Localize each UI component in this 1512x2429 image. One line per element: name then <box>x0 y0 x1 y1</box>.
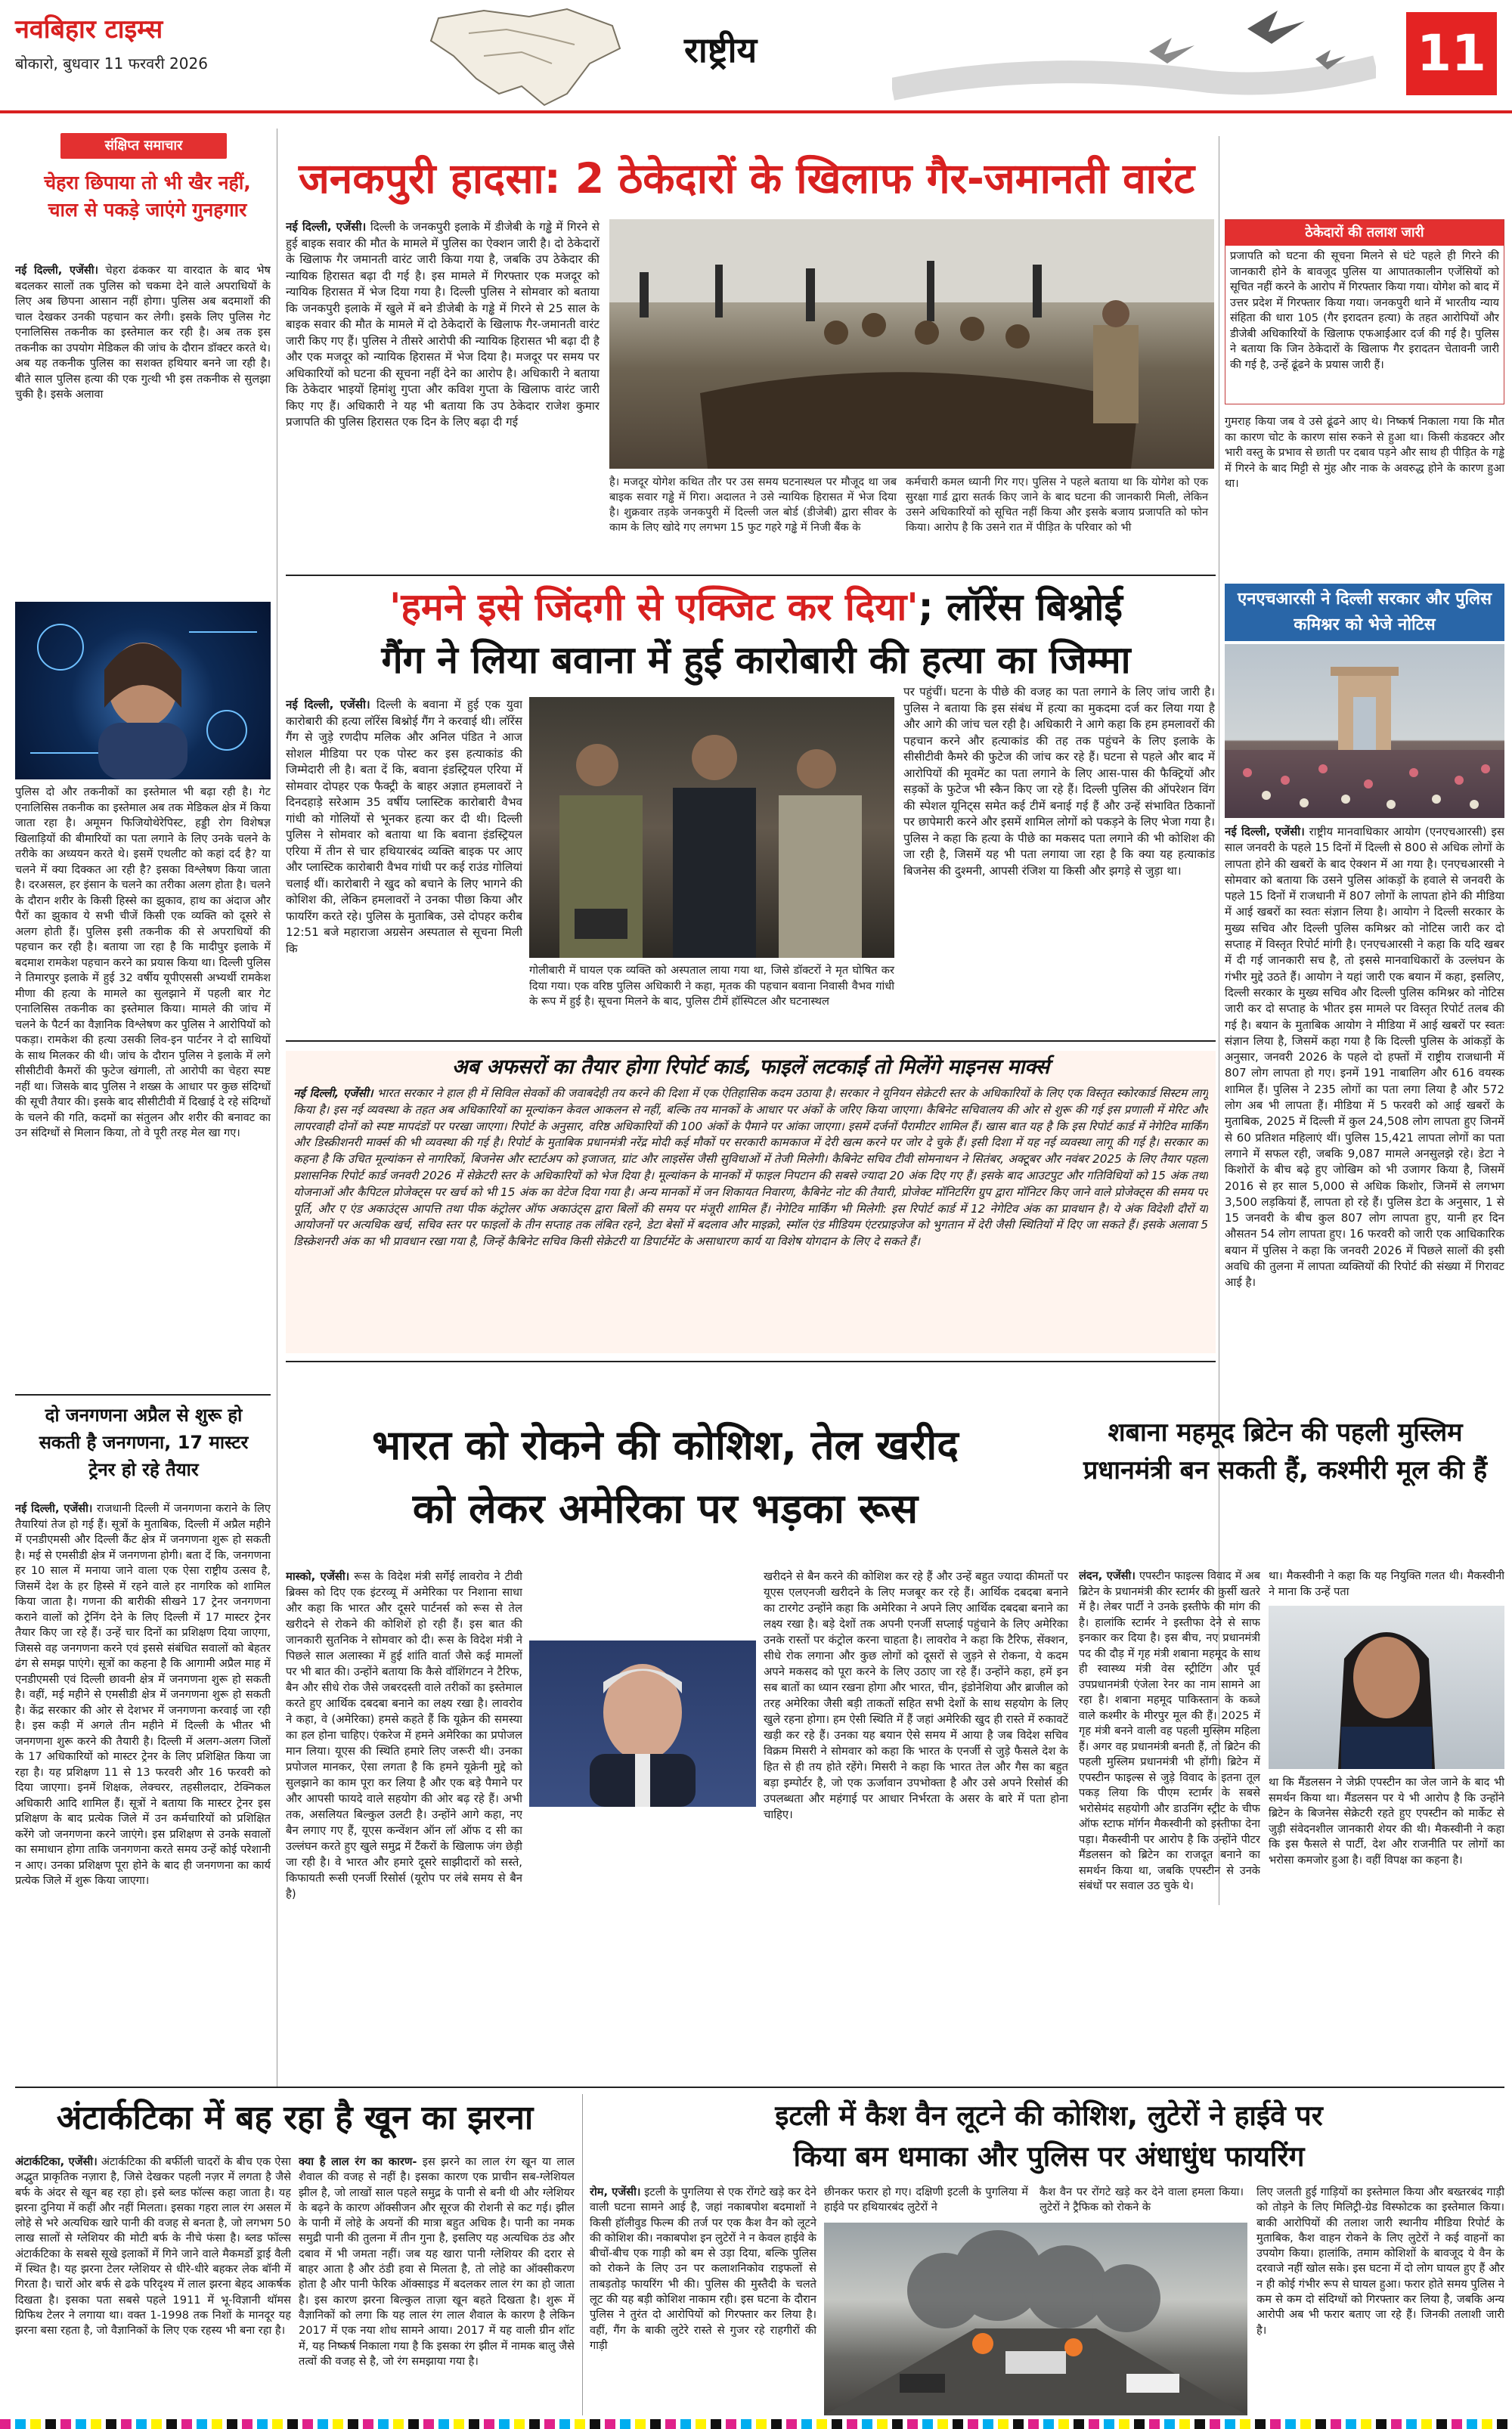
burning-vehicles-icon <box>824 2223 1247 2415</box>
antarctica-col2-title: क्या है लाल रंग का कारण- <box>299 2155 417 2168</box>
italy-headline-line2: किया बम धमाका और पुलिस पर अंधाधुंध फायरिंग <box>793 2140 1305 2173</box>
section-title: राष्ट्रीय <box>684 29 758 70</box>
highway-smoke-photo <box>824 2223 1247 2415</box>
russia-col2: खरीदने से बैन करने की कोशिश कर रहे हैं और उन्हें बहुत ज्यादा कीमतों पर यूएस एलएनजी खरीदने के लिए मजबूर कर रहे हैं। आर्थिक दबदबा बनाने का टारगेट उन्होंने कहा कि अमेरिका ने अपने लिए आर्थिक दबदबा बनाने का लक्ष्य रखा है। बड़े देशों तक अपनी एनर्जी सप्लाई पहुंचाने के लिए अमेरिका उनके रास्तों पर कंट्रोल करना चाहता है। लावरोव ने कहा कि टैरिफ, सेंक्शन, सीधे रोक लगाना और कुछ लोगों को दूसरों से जुड़ने से रोकना, ये कदम अपने मकसद को पूरा करने के लिए उठाए जा रहे हैं। उन्होंने कहा, हमें इन सब बातों का ध्यान रखना होगा और भारत, चीन, इंडोनेशिया और ब्राजील को तरह अमेरिका जैसी बड़ी ताकतों सहित सभी देशों के साथ सहयोग के लिए खुले रहना होगा। हम ऐसी स्थिति में हैं जहां अमेरिकी खुद ही रास्ते में रुकावटें खड़ी कर रहे हैं। उनका यह बयान ऐसे समय में आया है जब विदेश सचिव विक्रम मिसरी ने सोमवार को कहा कि भारत के एनर्जी से जुड़े फैसले देश के हित से ही तय होते रहेंगे। मिसरी ने कहा कि भारत तेल और गैस का बहुत बड़ा इम्पोर्टर है, जो एक ऊर्जावान उपभोक्ता है और उसे अपने रिसोर्स की उपलब्धता और महंगाई पर आधार निर्भरता के असर के बारे में पता होना चाहिए। <box>764 1570 1068 1821</box>
shabana-photo <box>1269 1606 1504 1769</box>
antarctica-col2 <box>299 2155 575 2415</box>
india-map-graphic <box>393 3 650 109</box>
contractor-search-tag: ठेकेदारों की तलाश जारी <box>1225 220 1504 246</box>
report-card-box <box>286 1051 1216 1353</box>
lavrov-photo <box>529 1641 756 1807</box>
sidebar-story2-dateline: नई दिल्ली, एजेंसी। <box>15 1502 93 1515</box>
italy-col4: लिए जलती हुई गाड़ियों का इस्तेमाल किया और बख्तरबंद गाड़ी को तोड़ने के लिए मिलिट्री-ग्रेड विस्फोटक का इस्तेमाल किया। बाकी आरोपियों की तलाश जारी स्थानीय मीडिया रिपोर्ट के मुताबिक, कैश वाहन रोकने के लिए लुटेरों ने कई वाहनों का उपयोग किया। हालांकि, तमाम कोशिशों के बावजूद ये वैन के दरवाजे नहीं खोल सके। इस घटना में दो लोग घायल हुए हैं और न ही कोई गंभीर रूप से घायल हुआ। फरार होते समय पुलिस ने कम से कम दो संदिग्धों को गिरफ्तार कर लिया है, जबकि अन्य आरोपी अब भी फरार बताए जा रहे हैं। जिनकी तलाशी जारी है। <box>1256 2186 1504 2337</box>
italy-dateline: रोम, एजेंसी। <box>590 2186 641 2198</box>
report-card-bottom-rule <box>286 1361 1216 1362</box>
bishnoi-photo-caption: गोलीबारी में घायल एक व्यक्ति को अस्पताल लाया गया था, जिसे डॉक्टरों ने मृत घोषित कर दिया गया। एक वरिष्ठ पुलिस अधिकारी ने कहा, मृतक की पहचान बवाना निवासी वैभव गांधी के रूप में हुई है। सूचना मिलने के बाद, पुलिस टीमें हॉस्पिटल और घटनास्थल <box>529 964 894 1008</box>
bishnoi-headline <box>302 581 1210 686</box>
shabana-col1-text: एपस्टीन फाइल्स विवाद में अब ब्रिटेन के प्रधानमंत्री कीर स्टार्मर की कुर्सी खतरे में है। लेबर पार्टी ने उनके इस्तीफे की मांग की है। हालांकि स्टार्मर ने इस्तीफा देने से साफ इनकार कर दिया है। इस बीच, नए प्रधानमंत्री पद की दौड़ में गृह मंत्री शबाना महमूद के साथ ही स्वास्थ्य मंत्री वेस स्ट्रीटिंग और पूर्व उपप्रधानमंत्री एंजेला रेनर का नाम सामने आ रहा है। शबाना महमूद पाकिस्तान के कब्जे वाले कश्मीर के मीरपुर मूल की हैं। 2025 में गृह मंत्री बनने वाली वह पहली मुस्लिम महिला हैं। अगर वह प्रधानमंत्री बनती हैं, तो ब्रिटेन की पहली मुस्लिम प्रधानमंत्री भी होंगी। ब्रिटेन में एपस्टीन फाइल्स से जुड़े विवाद के इतना तूल पकड़ लिया कि पीएम स्टार्मर के सबसे भरोसेमंद सहयोगी और डाउनिंग स्ट्रीट के चीफ ऑफ स्टाफ मॉर्गन मैकस्वीनी को इस्तीफा देना पड़ा। मैकस्वीनी पर आरोप है कि उन्होंने पीटर मैंडलसन को ब्रिटेन का राजदूत बनाने का समर्थन किया था, जबकि एपस्टीन से उनके संबंधों पर सवाल उठ चुके थे। <box>1079 1569 1260 1892</box>
shabana-col2-top: था। मैकस्वीनी ने कहा कि यह नियुक्ति गलत थी। मैकस्वीनी ने माना कि उन्हें पता <box>1269 1569 1504 1598</box>
crowd-at-pit-icon <box>609 219 1214 469</box>
bishnoi-police-photo <box>529 697 894 958</box>
italy-headline-line1: इटली में कैश वैन लूटने की कोशिश, लुटेरों ने हाईवे पर <box>775 2099 1323 2132</box>
russia-headline-line1: भारत को रोकने की कोशिश, तेल खरीद <box>372 1421 959 1469</box>
russia-col1-text: रूस के विदेश मंत्री सर्गेई लावरोव ने टीवी ब्रिक्स को दिए एक इंटरव्यू में अमेरिका पर निशाना साधा और कहा कि भारत और दूसरे पार्टनर्स को रूस से तेल खरीदने से रोकने की कोशिशें हो रही हैं। इस बात की जानकारी सुतनिक ने सोमवार को दी। रूस के विदेश मंत्री ने पिछले साल अलास्का में हुई शांति वार्ता जैसे कई मामलों पर भी बात की। उन्होंने बताया कि कैसे वॉशिंगटन ने टैरिफ, बैन और सीधे रोक जैसे जबरदस्ती वाले तरीकों का इस्तेमाल करते हुए आर्थिक दबदबा बनाने का लक्ष्य रखा है। लावरोव ने कहा, वे (अमेरिका) हमसे कहते हैं कि यूक्रेन की समस्या का हल होना चाहिए। एंकरेज में हमने अमेरिका का प्रपोजल मान लिया। यूएस की स्थिति हमारे लिए जरूरी थी। उनका प्रपोजल मानकर, ऐसा लगता है कि हमने यूक्रेनी मुद्दे को सुलझाने का काम पूरा कर लिया है और एक बड़े पैमाने पर और आपसी फायदे वाले सहयोग की ओर बढ़ रहे हैं। अभी तक, असलियत बिल्कुल उलटी है। उन्होंने आगे कहा, नए बैन लगाए गए हैं, यूएस कन्वेंशन ऑन लॉ ऑफ द सी का उल्लंघन करते हुए खुले समुद्र में टैंकरों के खिलाफ जंग छेड़ी जा रही है। वे भारत और हमारे दूसरे साझीदारों को सस्ते, किफायती रूसी एनर्जी रिसोर्स (यूरोप पर लंबे समय से बैन है) <box>286 1570 522 1901</box>
italy-col3: कैश वैन पर रोंगटे खड़े कर देने वाला हमला किया। लुटेरों ने ट्रैफिक को रोकने के <box>1040 2186 1244 2214</box>
shabana-headline-line1: शबाना महमूद ब्रिटेन की पहली मुस्लिम <box>1108 1417 1463 1448</box>
woman-hologram-icon <box>15 602 271 779</box>
sidebar-story2-headline: दो जनगणना अप्रैल से शुरू हो सकती है जनगणना, 17 मास्टर ट्रेनर हो रहे तैयार <box>39 1405 249 1480</box>
page-number: 11 <box>1406 12 1497 95</box>
russia-headline <box>287 1414 1043 1541</box>
report-card-text: भारत सरकार ने हाल ही में सिविल सेवकों की जवाबदेही तय करने की दिशा में एक ऐतिहासिक कदम उठाया है। सरकार ने यूनियन सेक्रेटरी स्तर के अधिकारियों के लिए एक विस्तृत स्कोरकार्ड सिस्टम लागू किया है। इस नई व्यवस्था के तहत अब अधिकारियों का मूल्यांकन केवल आकलन से नहीं, बल्कि तय मानकों के आधार पर अंकों के जरिए किया जाएगा। कैबिनेट सचिवालय की ओर से शुरू की गई इस प्रणाली में मेरिट और लापरवाही दोनों को स्पष्ट मापदंडों पर परखा जाएगा। रिपोर्ट के अनुसार, वरिष्ठ अधिकारियों की 100 अंकों के पैमाने पर आंका जाएगा। इसमें दर्जनों पैरामीटर शामिल हैं। खास बात यह है कि इस रिपोर्ट कार्ड में नेगेटिव मार्किंग और डिस्क्रीशनरी मार्क्स की भी व्यवस्था की गई है। रिपोर्ट के मुताबिक प्रधानमंत्री नरेंद्र मोदी कई मौकों पर सरकारी कामकाज में देरी खत्म करने पर जोर दे चुके हैं। इसी दिशा में यह नई व्यवस्था लागू की गई है। सरकार का कहना है कि उचित मूल्यांकन से नागरिकों, बिजनेस और स्टार्टअप को इजाजत, ग्रांट और लाइसेंस जैसी सुविधाओं में तेजी मिलेगी। कैबिनेट सचिव टीवी सोमनाथन ने सितंबर, अक्टूबर और नवंबर 2025 के लिए तैयार पहला प्रशासनिक रिपोर्ट कार्ड जनवरी 2026 में सेक्रेटरी स्तर के अधिकारियों को भेज दिया है। मूल्यांकन के मानकों में फाइल निपटान की सबसे ज्यादा 20 अंक दिए गए हैं। इसके बाद आउटपुट और गतिविधियों को 15 अंक तथा योजनाओं और कैपिटल प्रोजेक्ट्स पर खर्च को भी 15 अंक का वेटेज दिया गया है। अन्य मानकों में जन शिकायत निवारण, कैबिनेट नोट की तैयारी, प्रोजेक्ट मॉनिटरिंग ग्रुप द्वारा मॉनिटर किए जाने वाले प्रोजेक्ट्स की समय पर पूर्ति, और ए एंड अकाउंट्स आपत्ति तथा पीक कंट्रोलर ऑफ अकाउंट्स द्वारा बिलों की समय पर मंजूरी शामिल हैं। नेगेटिव मार्किंग भी मिलेगी: इस रिपोर्ट कार्ड में 12 नेगेटिव अंक का प्रावधान है। ये अंक विदेशी दौरों या आयोजनों पर अत्यधिक खर्च, सचिव स्तर पर फाइलों के तीन सप्ताह तक लंबित रहने, डेटा बेसों में बदलाव और माइक्रो, स्मॉल एंड मीडियम एंटरप्राइजेज को भुगतान में देरी जैसी स्थितियों में दिए जा सकते हैं। इसके अलावा 5 डिस्क्रेशनरी अंक का भी प्रावधान रखा गया है, जिन्हें कैबिनेट सचिव किसी सेक्रेटरी या डिपार्टमेंट के असाधारण कार्य या विशेष योगदान के लिए दे सकते हैं। <box>293 1086 1208 1249</box>
sidebar-story1-body2: पुलिस दो और तकनीकों का इस्तेमाल भी बढ़ा रही है। गेट एनालिसिस तकनीक का इस्तेमाल अब तक मेडिकल क्षेत्र में किया जाता रहा है। अमूमन फिजियोथेरेपिस्ट, हड्डी रोग विशेषज्ञ खिलाड़ियों की बीमारियों का पता लगाने के लिए उनके चलने के तरीके का अध्ययन करते थे। इसमें एथलीट को कहां दर्द है? या चलने में क्या दिक्कत आ रही है? इसका विश्लेषण किया जाता है। दरअसल, हर इंसान के चलने का तरीका अलग होता है। चलने के दौरान शरीर के किसी हिस्से का झुकाव, हाथ का अंदाज और पैरों का झुकाव ये सभी चीजें किसी एक व्यक्ति को दूसरे से अलग होती हैं। पुलिस इसी तकनीक की से अपराधियों की पहचान कर रही है। बताया जा रहा है कि मादीपुर इलाके में बदमाश रामकेश पहचान करने का प्रयास किया था। दिल्ली पुलिस ने तिमारपुर इलाके में हुई 32 वर्षीय यूपीएससी अभ्यर्थी रामकेश मीणा की हत्या के मामले का सुलझाने में पहली बार गेट एनालिसिस तकनीक का इस्तेमाल किया। मामले की जांच में चलने के पैटर्न का वैज्ञानिक विश्लेषण कर पुलिस ने आरोपियों को पकड़ा। रामकेश की हत्या उसकी लिव-इन पार्टनर ने दो साथियों के साथ मिलकर की थी। जांच के दौरान पुलिस ने इलाके में लगे सीसीटीवी कैमरों की फुटेज खंगाली, तो आरोपी का चेहरा स्पष्ट नहीं था। जिसके बाद पुलिस ने शख्स के आधार पर कुछ संदिग्धों की सूची तैयार की। इसके बाद सीसीटीवी में दिखाई दे रहे संदिग्धों के चलने की गति, कदमों का संतुलन और शरीर की बनावट का उन संदिग्धों से मिलान किया, तो वे पूरी तरह मेल खा गए। <box>15 785 271 1139</box>
flying-birds-graphic <box>892 6 1376 109</box>
india-gate-icon <box>1225 644 1504 818</box>
shabana-col1 <box>1079 1569 1260 2022</box>
italy-col2: छीनकर फरार हो गए। दक्षिणी इटली के पुगलिया में हाईवे पर हथियारबंद लुटेरों ने <box>824 2186 1028 2214</box>
russia-headline-line2: को लेकर अमेरिका पर भड़का रूस <box>412 1485 919 1532</box>
india-gate-photo <box>1225 644 1504 818</box>
shabana-dateline: लंदन, एजेंसी। <box>1079 1569 1136 1582</box>
sidebar-divider <box>15 1394 271 1396</box>
janakpuri-col1 <box>286 219 600 469</box>
antarctica-headline: अंटार्कटिका में बह रहा है खून का झरना <box>56 2099 534 2137</box>
russia-dateline: मास्को, एजेंसी। <box>286 1570 350 1583</box>
bishnoi-bottom-rule <box>286 1040 1216 1042</box>
shabana-headline-line2: प्रधानमंत्री बन सकती हैं, कश्मीरी मूल की हैं <box>1083 1455 1487 1486</box>
sidebar <box>15 133 271 2401</box>
mid-bottom-rule <box>15 2087 1504 2088</box>
sidebar-story1-body <box>15 263 271 596</box>
bishnoi-col1 <box>286 697 522 1030</box>
bishnoi-col3: पर पहुंचीं। घटना के पीछे की वजह का पता लगाने के लिए जांच जारी है। पुलिस ने बताया कि इस संबंध में हत्या का मुकदमा दर्ज कर लिया गया है और आगे की जांच चल रही है। अधिकारी ने आगे कहा कि हम हमलावरों की पहचान करने और हत्याकांड की तह तक पहुंचने के लिए इलाके के सीसीटीवी कैमरे की फुटेज की जांच कर रहे हैं। घटना से पहले और बाद में आरोपियों की मूवमेंट का पता लगाने के लिए आस-पास की फैक्ट्रियों और सड़कों के फुटेज भी स्कैन किए जा रहे हैं। दिल्ली पुलिस की ऑपरेशन विंग की स्पेशल यूनिट्स समेत कई टीमें बनाई गई हैं और उन्हें संभावित ठिकानों पर छापेमारी करने और इसमें शामिल लोगों को पकड़ने के लिए भेजा गया है। पुलिस ने कहा कि हत्या के पीछे का मकसद पता लगाने की भी कोशिश की जा रही है, जिसमें यह भी पता लगाया जा रहा है कि क्या यह हत्याकांड बिजनेस की दुश्मनी, आपसी रंजिश या किसी और झगड़े से जुड़ा था। <box>903 685 1215 878</box>
sidebar-story1-headline: चेहरा छिपाया तो भी खैर नहीं, चाल से पकड़े जाएंगे गुनहगार <box>44 172 251 221</box>
report-card-body <box>293 1086 1208 1350</box>
gait-analysis-image <box>15 602 271 779</box>
issue-dateline: बोकारो, बुधवार 11 फरवरी 2026 <box>15 54 208 73</box>
sidebar-story2-text: राजधानी दिल्ली में जनगणना कराने के लिए तैयारियां तेज हो गई हैं। सूत्रों के मुताबिक, दिल्ली में अप्रैल महीने में एनडीएमसी और दिल्ली कैंट क्षेत्र में जनगणना शुरू हो सकती है। मई से एमसीडी क्षेत्र में जनगणना होगी। बता दें कि, जनगणना हर 10 साल में मनाया जाने वाला एक ऐसा राष्ट्रीय उत्सव है, जिसमें देश के हर हिस्से में रहने वाले हर नागरिक को शामिल किया जाता है। गणना की बारीकी सीखने 17 ट्रेनर जनगणना कराने वालों को ट्रेनिंग देने के लिए दिल्ली में 17 मास्टर ट्रेनर तैयार किए जा रहे हैं। उन्हें चार दिनों का प्रशिक्षण दिया जाएगा, जिससे वह जनगणना करने एवं इससे संबंधित सवालों को बेहतर ढंग से समझ पाएंगे। सूत्रों का कहना है कि आगामी अप्रैल माह में एनडीएमसी एवं दिल्ली छावनी क्षेत्र में जनगणना शुरू हो सकती है। वहीं, मई महीने से एमसीडी क्षेत्र में जनगणना शुरू हो सकती है। केंद्र सरकार की ओर से देशभर में जनगणना करवाई जा रही है। इस कड़ी में अगले तीन महीने में दिल्ली के भीतर भी जनगणना शुरू करने की तैयारी है। दिल्ली में अलग-अलग जिलों के 17 अधिकारियों को मास्टर ट्रेनर के लिए प्रशिक्षित किया जा रहा है। यह प्रशिक्षण 11 से 13 फरवरी और 16 फरवरी को दिया जाएगा। इनमें शिक्षक, लेक्चरर, तहसीलदार, टेक्निकल अधिकारी आदि शामिल हैं। सूत्रों ने बताया कि मास्टर ट्रेनर इस प्रशिक्षण के बाद प्रत्येक जिले में उन कर्मचारियों को प्रशिक्षित करेंगे जो जनगणना करने जाएंगे। इस प्रशिक्षण से उनके सवालों का समाधान होगा ताकि जनगणना करते समय उन्हें कोई परेशानी न आए। उनका प्रशिक्षण पूरा होने के बाद ही जनगणना का कार्य प्रत्येक जिले में शुरू किया जाएगा। <box>15 1502 271 1887</box>
antarctica-col1 <box>15 2155 291 2415</box>
janakpuri-col1-text: दिल्ली के जनकपुरी इलाके में डीजेबी के गड्ढे में गिरने से हुई बाइक सवार की मौत के मामले में पुलिस का ऐक्शन जारी है। दो ठेकेदारों के खिलाफ गैर जमानती वारंट जारी किया गया है, जबकि उप ठेकेदार की न्यायिक हिरासत बढ़ा दी गई है। इस मामले में गिरफ्तार एक मजदूर को न्यायिक हिरासत में भेज दिया गया है। दिल्ली पुलिस ने सोमवार को बताया कि जनकपुरी इलाके में खुले में बने डीजेबी के गड्ढे में गिरने से 25 साल के बाइक सवार की मौत के मामले में दो ठेकेदारों के खिलाफ गैर-जमानती वारंट जारी किए गए हैं। पुलिस ने तीसरे आरोपी की न्यायिक हिरासत भी बढ़ा दी है और एक मजदूर को न्यायिक हिरासत में भेज दिया है। मजदूर पर समय पर अधिकारियों को घटना की सूचना नहीं देने का आरोप है। अधिकारी ने बताया कि ठेकेदार भाइयों हिमांशु गुप्ता और कविश गुप्ता के खिलाफ वारंट जारी किए गए हैं। अधिकारी ने यह भी बताया कि उप ठेकेदार राजेश कुमार प्रजापति की पुलिस हिरासत एक दिन के लिए बढ़ा दी गई <box>286 220 600 429</box>
russia-col1 <box>286 1569 522 2022</box>
bishnoi-headline-quote: 'हमने इसे जिंदगी से एक्जिट कर दिया' <box>389 585 919 629</box>
print-registration-marks <box>0 2419 1512 2429</box>
nhrc-body <box>1225 824 1504 1633</box>
newspaper-brand: नवबिहार टाइम्स <box>15 14 163 45</box>
italy-headline <box>590 2096 1508 2177</box>
janakpuri-accident-photo <box>609 219 1214 469</box>
janakpuri-caption-col3: गुमराह किया जब वे उसे ढूंढने आए थे। निष्कर्ष निकाला गया कि मौत का कारण चोट के कारण सांस रुकने से हुआ था। किसी कंडक्टर और भारी वस्तु के प्रभाव से छाती पर दबाव पड़ने और साथ ही पीड़ित के गड्ढे में गिरने के बाद मिट्टी से मुंह और नाक के अवरुद्ध होने के कारण हुआ था। <box>1225 415 1504 490</box>
shabana-col2-bottom: था कि मैंडलसन ने जेफ्री एपस्टीन का जेल जाने के बाद भी समर्थन किया था। मैंडलसन पर ये भी आरोप है कि उन्होंने ब्रिटेन के बिजनेस सेक्रेटरी रहते हुए एपस्टीन को मार्केट से जुड़ी संवेदनशील जानकारी शेयर की थी। मैकस्वीनी ने कहा कि इस फैसले से पार्टी, देश और राजनीति पर लोगों का भरोसा कमजोर हुआ है। वहीं विपक्ष का कहना है। <box>1269 1776 1504 1867</box>
shabana-portrait-icon <box>1269 1606 1504 1769</box>
shabana-headline <box>1058 1414 1512 1489</box>
antarctica-col2-text: इस झरने का लाल रंग खून या लाल शैवाल की वजह से नहीं है। इसका कारण एक प्राचीन सब-ग्लेशियल झील है, जो लाखों साल पहले समुद्र के पानी से बनी थी और ग्लेशियर के बढ़ने के कारण ऑक्सीजन और सूरज की रोशनी से कट गई। झील के पानी में लोहे के अयनों की मात्रा बहुत अधिक है। पानी का नमक समुद्री पानी की तुलना में तीन गुना है, इसलिए यह अत्यधिक ठंड और दबाव में भी जमता नहीं। जब यह खारा पानी ग्लेशियर की दरार से बाहर आता है और ठंडी हवा से मिलता है, तो लोहे का ऑक्सीकरण होता है और पानी फेरिक ऑक्साइड में बदलकर लाल रंग का हो जाता है। इस कारण झरना बिल्कुल ताज़ा खून बहते दिखता है। शुरू में वैज्ञानिकों को लगा कि यह लाल रंग लाल शैवाल के कारण है लेकिन 2017 में एक नया शोध सामने आया। 2017 में यह वाली ग्रीन शॉट में, यह निष्कर्ष निकाला गया है कि इसका रंग झील में नामक बालु जैसे तत्वों की वजह से है, जो रंग समझाया गया है। <box>299 2155 575 2368</box>
nhrc-headline-tag: एनएचआरसी ने दिल्ली सरकार और पुलिस कमिश्नर को भेजे नोटिस <box>1225 584 1504 641</box>
janakpuri-caption-col2: कर्मचारी कमल ध्यानी गिर गए। पुलिस ने पहले बताया था कि योगेश को एक सुरक्षा गार्ड द्वारा सतर्क किए जाने के बाद घटना की जानकारी मिली, लेकिन उसने अधिकारियों को सूचित नहीं किया और इसके बजाय प्रजापति को फोन किया। आरोप है कि उसने रात में पीड़ित के परिवार को भी <box>906 476 1208 534</box>
bishnoi-dateline: नई दिल्ली, एजेंसी। <box>286 698 370 711</box>
janakpuri-caption-col1: है। मजदूर योगेश कथित तौर पर उस समय घटनास्थल पर मौजूद था जब बाइक सवार गड्ढे में गिरा। अदालत ने उसे न्यायिक हिरासत में भेज दिया है। शुक्रवार तड़के जनकपुरी में दिल्ली जल बोर्ड (डीजेबी) द्वारा सीवर के काम के लिए खोदे गए लगभग 15 फुट गहरे गड्ढे में निजी बैंक के <box>609 476 897 534</box>
report-card-headline: अब अफसरों का तैयार होगा रिपोर्ट कार्ड, फाइलें लटकाईं तो मिलेंगे माइनस मार्क्स <box>451 1055 1050 1079</box>
police-with-accused-icon <box>529 697 894 958</box>
bishnoi-col1-text: दिल्ली के बवाना में हुई एक युवा कारोबारी की हत्या लॉरेंस बिश्नोई गैंग ने करवाई थी। लॉरेंस गैंग से जुड़े रणदीप मलिक और अनिल पंडित ने आज सोशल मीडिया पर एक पोस्ट कर इस हत्याकांड की जिम्मेदारी ली है। बता दें कि, बवाना इंडस्ट्रियल एरिया में सोमवार दोपहर एक फैक्ट्री के बाहर अज्ञात हमलावरों ने दिनदहाड़े सरेआम 35 वर्षीय प्लास्टिक कारोबारी वैभव गांधी को गोलियों से भूनकर हत्या कर दी थी। दिल्ली पुलिस ने सोमवार को बताया था कि बवाना इंडस्ट्रियल एरिया में तीन से चार हथियारबंद व्यक्ति बाइक पर आए और प्लास्टिक कारोबारी वैभव गांधी पर कई राउंड गोलियां चलाई थीं। कारोबारी ने खुद को बचाने के लिए भागने की कोशिश की, लेकिन हमलावरों ने उनका पीछा किया और फायरिंग करते रहे। पुलिस के मुताबिक, उसे दोपहर करीब 12:51 बजे महाराजा अग्रसेन अस्पताल से सूचना मिली कि <box>286 698 522 956</box>
janakpuri-bottom-rule <box>286 575 1216 576</box>
contractor-search-box <box>1225 219 1504 404</box>
lavrov-portrait-icon <box>529 1641 756 1807</box>
bishnoi-headline-line2: गैंग ने लिया बवाना में हुई कारोबारी की हत्या का जिम्मा <box>381 638 1131 682</box>
antarctica-col1-text: अंटार्कटिका की बर्फीली चादरों के बीच एक ऐसा अद्भुत प्राकृतिक नज़ारा है, जिसे देखकर पहली नज़र में लगता है जैसे बर्फ के अंदर से खून बह रहा हो। इसे ब्लड फॉल्स कहा जाता है। यह झरना दुनिया में कहीं और नहीं मिलता। इसका गहरा लाल रंग असल में लोहे से भरे अत्यधिक खारे पानी की वजह से बनता है, जो लगभग 50 लाख सालों से ग्लेशियर की मोटी बर्फ के नीचे फंसा है। ब्लड फॉल्स अंटार्कटिका के सबसे सूखे इलाकों में गिने जाने वाले मैकमर्डो ड्राई वैली में स्थित है। यह झरना टेलर ग्लेशियर से धीरे-धीरे बहकर लेक बॉनी में गिरता है। चारों ओर बर्फ से ढके परिदृश्य में लाल झरना बेहद आकर्षक दिखता है। इसका पता सबसे पहले 1911 में भू-विज्ञानी थॉमस ग्रिफिथ टेलर ने लगाया था। वक्त 1-1998 तक निशों के मानदूर यह झरना बसा रहता है, जो वैज्ञानिकों के लिए एक रहस्य भी बना रहा है। <box>15 2155 291 2338</box>
nhrc-dateline: नई दिल्ली, एजेंसी। <box>1225 825 1305 838</box>
antarctica-rule <box>582 2094 583 2415</box>
nhrc-text: राष्ट्रीय मानवाधिकार आयोग (एनएचआरसी) इस साल जनवरी के पहले 15 दिनों में दिल्ली से 800 से अधिक लोगों के लापता होने की खबरों के बाद ऐक्शन में आ गया है। एनएचआरसी ने सोमवार को बताया कि उसने पुलिस आंकड़ों के हवाले से जनवरी के पहले 15 दिनों में राजधानी में 807 लोगों के लापता होने की मीडिया में आई खबरों का स्वतः संज्ञान लिया है। आयोग ने दिल्ली सरकार के मुख्य सचिव और दिल्ली पुलिस कमिश्नर को नोटिस जारी कर दो सप्ताह में विस्तृत रिपोर्ट मांगी है। एनएचआरसी ने कहा कि यदि खबर में दी गई जानकारी सच है, तो इससे मानवाधिकारों के उल्लंघन के गंभीर मुद्दे उठते हैं। आयोग ने यहां जारी एक बयान में कहा, इसलिए, दिल्ली सरकार के मुख्य सचिव और दिल्ली पुलिस कमिश्नर को नोटिस जारी कर दो सप्ताह के भीतर इस मामले पर विस्तृत रिपोर्ट तलब की गई है। बयान के मुताबिक आयोग ने मीडिया में आई खबरों पर स्वतः संज्ञान लिया है, जिसमें कहा गया है कि दिल्ली पुलिस के आंकड़ों के अनुसार, जनवरी 2026 के पहले दो हफ्तों में राष्ट्रीय राजधानी में 807 लोग लापता हो गए। इनमें 191 नाबालिग और 616 वयस्क शामिल हैं। पुलिस ने 235 लोगों का पता लगा लिया है और 572 लोग अब भी लापता हैं। मीडिया में 5 फरवरी को आई खबरों के मुताबिक, 2025 में दिल्ली में कुल 24,508 लोग लापता हुए जिनमें से 60 प्रतिशत महिलाएं थीं। पुलिस 15,421 लापता लोगों का पता लगाने में सफल रही, जबकि 9,087 मामले अनसुलझे रहे। डेटा ने किशोरों के बीच बढ़े हुए जोखिम को भी उजागर किया है, जिसमें 2016 से हर साल 5,000 से अधिक किशोर, जिनमें से लगभग 3,500 लड़कियां हैं, लापता हो रहे हैं। पुलिस डेटा के अनुसार, 1 से 15 जनवरी के बीच कुल 807 लोग लापता हुए, यानी हर दिन औसतन 54 लोग लापता हुए। 16 फरवरी को जारी एक आधिकारिक बयान में पुलिस ने कहा कि जनवरी 2026 में पिछले सालों की इसी अवधि की तुलना में लापता व्यक्तियों की रिपोर्ट की संख्या में गिरावट आई है। <box>1225 825 1504 1290</box>
janakpuri-dateline: नई दिल्ली, एजेंसी। <box>286 220 367 234</box>
italy-col1-text: इटली के पुगलिया से एक रोंगटे खड़े कर देने वाली घटना सामने आई है, जहां नकाबपोश बदमाशों ने किसी हॉलीवुड फिल्म की तर्ज पर एक कैश वैन को लूटने की कोशिश की। नकाबपोश इन लुटेरों ने न केवल हाईवे के बीचों-बीच एक गाड़ी को बम से उड़ा दिया, बल्कि पुलिस को रोकने के लिए उन पर कलाशनिकोव राइफलों से ताबड़तोड़ फायरिंग भी की। पुलिस की मुस्तैदी के चलते लूट की यह बड़ी कोशिश नाकाम रही। इस घटना के दौरान पुलिस ने तुरंत दो आरोपियों को गिरफ्तार कर लिया है। वहीं, गैंग के बाकी लुटेरे रास्ते से गुजर रहे राहगीरों की गाड़ी <box>590 2186 816 2352</box>
sidebar-tag: संक्षिप्त समाचार <box>60 133 227 159</box>
sidebar-story1-dateline: नई दिल्ली, एजेंसी। <box>15 264 99 277</box>
contractor-search-body: प्रजापति को घटना की सूचना मिलने से घंटे पहले ही गिरने की जानकारी होने के बावजूद पुलिस या आपातकालीन एजेंसियों को सूचित नहीं करने के आरोप में गिरफ्तार किया गया। योगेश को बाद में उत्तर प्रदेश में गिरफ्तार किया गया। जनकपुरी थाने में भारतीय न्याय संहिता की धारा 105 (गैर इरादतन हत्या) के तहत आरोपियों और डीजेबी अधिकारियों के खिलाफ एफआईआर दर्ज की गई है। पुलिस ने बताया कि जिन ठेकेदारों के खिलाफ गैर इरादतन चेतावनी जारी की गई है, उन्हें ढूंढने के प्रयास जारी हैं। <box>1230 249 1499 371</box>
sidebar-story1-text: चेहरा ढंककर या वारदात के बाद भेष बदलकर सालों तक पुलिस को चकमा देने वाले अपराधियों के लिए अब छिपना आसान नहीं होगा। पुलिस अब बदमाशों की चाल देखकर उनकी पहचान कर लेगी। इसके लिए पुलिस गेट एनालिसिस तकनीक का इस्तेमाल कर रही है। अब तक इस तकनीक का उपयोग मेडिकल की जांच के दौरान डॉक्टर करते थे। अब यह तकनीक पुलिस का सशक्त हथियार बनने जा रही है। बीते साल पुलिस हत्या की एक गुत्थी भी इस तकनीक से सुलझा चुकी है। इसके अलावा <box>15 264 271 401</box>
bishnoi-headline-suffix: ; लॉरेंस बिश्नोई <box>918 585 1123 629</box>
janakpuri-headline: जनकपुरी हादसा: 2 ठेकेदारों के खिलाफ गैर-जमानती वारंट <box>299 154 1195 203</box>
report-card-dateline: नई दिल्ली, एजेंसी। <box>293 1086 373 1100</box>
antarctica-dateline: अंटार्कटिका, एजेंसी। <box>15 2155 98 2168</box>
masthead <box>0 0 1512 113</box>
italy-col1 <box>590 2185 816 2415</box>
